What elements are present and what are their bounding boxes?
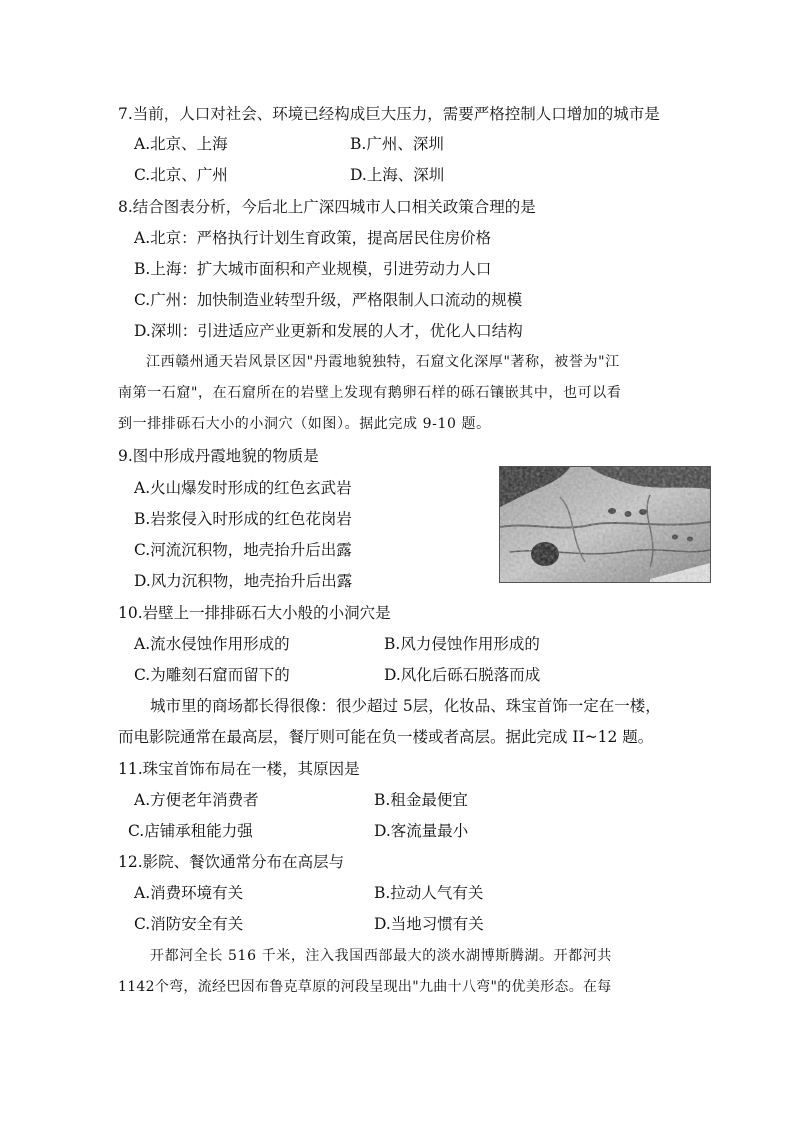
question-8-option-b: B.上海：扩大城市面积和产业规模，引进劳动力人口 bbox=[134, 260, 492, 278]
question-8-option-d: D.深圳：引进适应产业更新和发展的人才，优化人口结构 bbox=[134, 322, 523, 340]
question-10-option-a: A.流水侵蚀作用形成的 bbox=[134, 635, 290, 653]
question-9-option-c: C.河流沉积物，地壳抬升后出露 bbox=[134, 541, 352, 559]
passage-3-line-2: 1142个弯，流经巴因布鲁克草原的河段呈现出"九曲十八弯"的优美形态。在每 bbox=[118, 979, 612, 995]
passage-1-line-2: 南第一石窟"，在石窟所在的岩壁上发现有鹅卵石样的砾石镶嵌其中，也可以看 bbox=[118, 385, 622, 401]
question-12-option-b: B.拉动人气有关 bbox=[374, 884, 484, 902]
question-11-option-b: B.租金最便宜 bbox=[374, 791, 468, 809]
question-12-stem: 12.影院、餐饮通常分布在高层与 bbox=[118, 853, 345, 871]
question-9-option-d: D.风力沉积物，地壳抬升后出露 bbox=[134, 572, 353, 590]
question-7-option-b: B.广州、深圳 bbox=[350, 135, 444, 153]
passage-2-line-1: 城市里的商场都长得很像：很少超过 5层，化妆品、珠宝首饰一定在一楼， bbox=[150, 697, 661, 715]
question-11-stem: 11.珠宝首饰布局在一楼，其原因是 bbox=[118, 760, 360, 778]
passage-3-line-1: 开都河全长 516 千米，注入我国西部最大的淡水湖博斯腾湖。开都河共 bbox=[150, 948, 613, 964]
question-11-option-d: D.客流量最小 bbox=[374, 822, 469, 840]
question-11-option-a: A.方便老年消费者 bbox=[134, 791, 259, 809]
question-8-option-c: C.广州：加快制造业转型升级，严格限制人口流动的规模 bbox=[134, 291, 523, 309]
question-12-option-a: A.消费环境有关 bbox=[134, 884, 244, 902]
question-11-option-c: C.店铺承租能力强 bbox=[128, 822, 253, 840]
question-7-option-a: A.北京、上海 bbox=[134, 135, 228, 153]
rock-wall-image bbox=[500, 467, 710, 582]
question-7-option-d: D.上海、深圳 bbox=[350, 166, 445, 184]
question-7-option-c: C.北京、广州 bbox=[134, 166, 228, 184]
question-10-option-d: D.风化后砾石脱落而成 bbox=[384, 666, 541, 684]
passage-1-line-1: 江西赣州通天岩风景区因"丹霞地貌独特，石窟文化深厚"著称，被誉为"江 bbox=[146, 354, 620, 370]
question-10-option-b: B.风力侵蚀作用形成的 bbox=[384, 635, 540, 653]
passage-1-line-3: 到一排排砾石大小的小洞穴（如图）。据此完成 9-10 题。 bbox=[118, 416, 491, 432]
question-10-option-c: C.为雕刻石窟而留下的 bbox=[134, 666, 290, 684]
question-12-option-d: D.当地习惯有关 bbox=[374, 915, 484, 933]
question-8-stem: 8.结合图表分析，今后北上广深四城市人口相关政策合理的是 bbox=[118, 198, 536, 216]
passage-2-line-2: 而电影院通常在最高层，餐厅则可能在负一楼或者高层。据此完成 II~12 题。 bbox=[118, 728, 654, 746]
question-12-option-c: C.消防安全有关 bbox=[134, 915, 244, 933]
question-8-option-a: A.北京：严格执行计划生育政策，提高居民住房价格 bbox=[134, 229, 492, 247]
question-9-option-b: B.岩浆侵入时形成的红色花岗岩 bbox=[134, 510, 352, 528]
question-9-stem: 9.图中形成丹霞地貌的物质是 bbox=[118, 447, 319, 465]
question-7-stem: 7.当前，人口对社会、环境已经构成巨大压力，需要严格控制人口增加的城市是 bbox=[118, 105, 660, 123]
question-10-stem: 10.岩壁上一排排砾石大小般的小洞穴是 bbox=[118, 604, 391, 622]
rock-wall-photo bbox=[499, 466, 711, 583]
question-9-option-a: A.火山爆发时形成的红色玄武岩 bbox=[134, 479, 352, 497]
